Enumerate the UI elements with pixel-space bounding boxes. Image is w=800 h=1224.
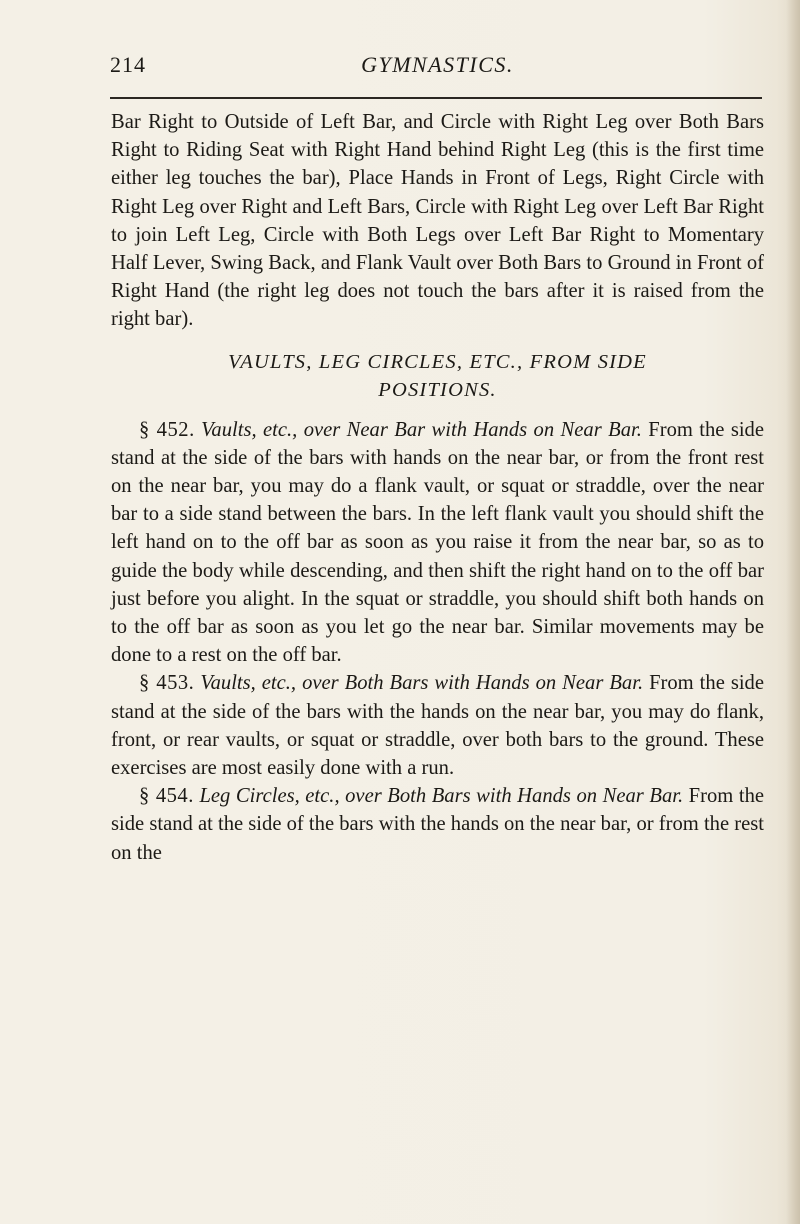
paragraph-title: Vaults, etc., over Both Bars with Hands on Near Bar. xyxy=(200,672,644,695)
paragraph-number: § 454. xyxy=(139,785,194,808)
paragraph-body: From the side stand at the side of the bars with hands on the near bar, or from the front rest on the near bar, you may do a flank vault, or squat or straddle, over the near bar to a side stand between the bars. In the left flank vault you should shift the left hand on to the off bar as soon as you raise it from the near bar, so as to guide the body while descending, and then shift the right hand on to the off bar just before you alight. In the squat or straddle, you should shift both hands on to the off bar as soon as you let go the near bar. Similar movements may be done to a rest on the off bar. xyxy=(111,418,764,667)
paragraph-number: § 452. xyxy=(139,418,195,441)
continuation-paragraph: Bar Right to Outside of Left Bar, and Circle with Right Leg over Both Bars Right to Riding Seat with Right Hand behind Right Leg (this is the first time either leg touches the bar), Place Hands in Front of Legs, Right Circle with Right Leg over Right and Left Bars, Circle with Right Leg over Left Bar Right to join Left Leg, Circle with Both Legs over Left Bar Right to Momentary Half Lever, Swing Back, and Flank Vault over Both Bars to Ground in Front of Right Hand (the right leg does not touch the bars after it is raised from the right bar). xyxy=(111,111,764,331)
running-head xyxy=(110,50,765,90)
paragraph-title: Vaults, etc., over Near Bar with Hands on Near Bar. xyxy=(201,418,642,441)
running-title: GYMNASTICS. xyxy=(361,52,514,77)
paragraph-454 xyxy=(111,782,764,867)
paragraph-number: § 453. xyxy=(139,672,195,695)
page-number: 214 xyxy=(110,52,146,77)
paragraph-title: Leg Circles, etc., over Both Bars with Hands on Near Bar. xyxy=(199,785,684,808)
paragraph-body: From the side stand at the side of the bars with the hands on the near bar, or from the rest on the xyxy=(111,785,765,864)
section-heading-line-2: POSITIONS. xyxy=(378,378,497,401)
page-edge-shadow xyxy=(786,0,800,1224)
section-heading-line-1: VAULTS, LEG CIRCLES, ETC., FROM SIDE xyxy=(228,350,647,373)
paragraph-body: From the side stand at the side of the bars with the hands on the near bar, you may do flank, front, or rear vaults, or squat or straddle, over both bars to the ground. These exercises are most easily done with a run. xyxy=(111,672,764,780)
section-heading xyxy=(111,348,764,404)
header-rule xyxy=(110,97,762,99)
paragraph-452 xyxy=(111,416,764,670)
paragraph-453 xyxy=(111,669,764,782)
body-text xyxy=(111,108,764,867)
